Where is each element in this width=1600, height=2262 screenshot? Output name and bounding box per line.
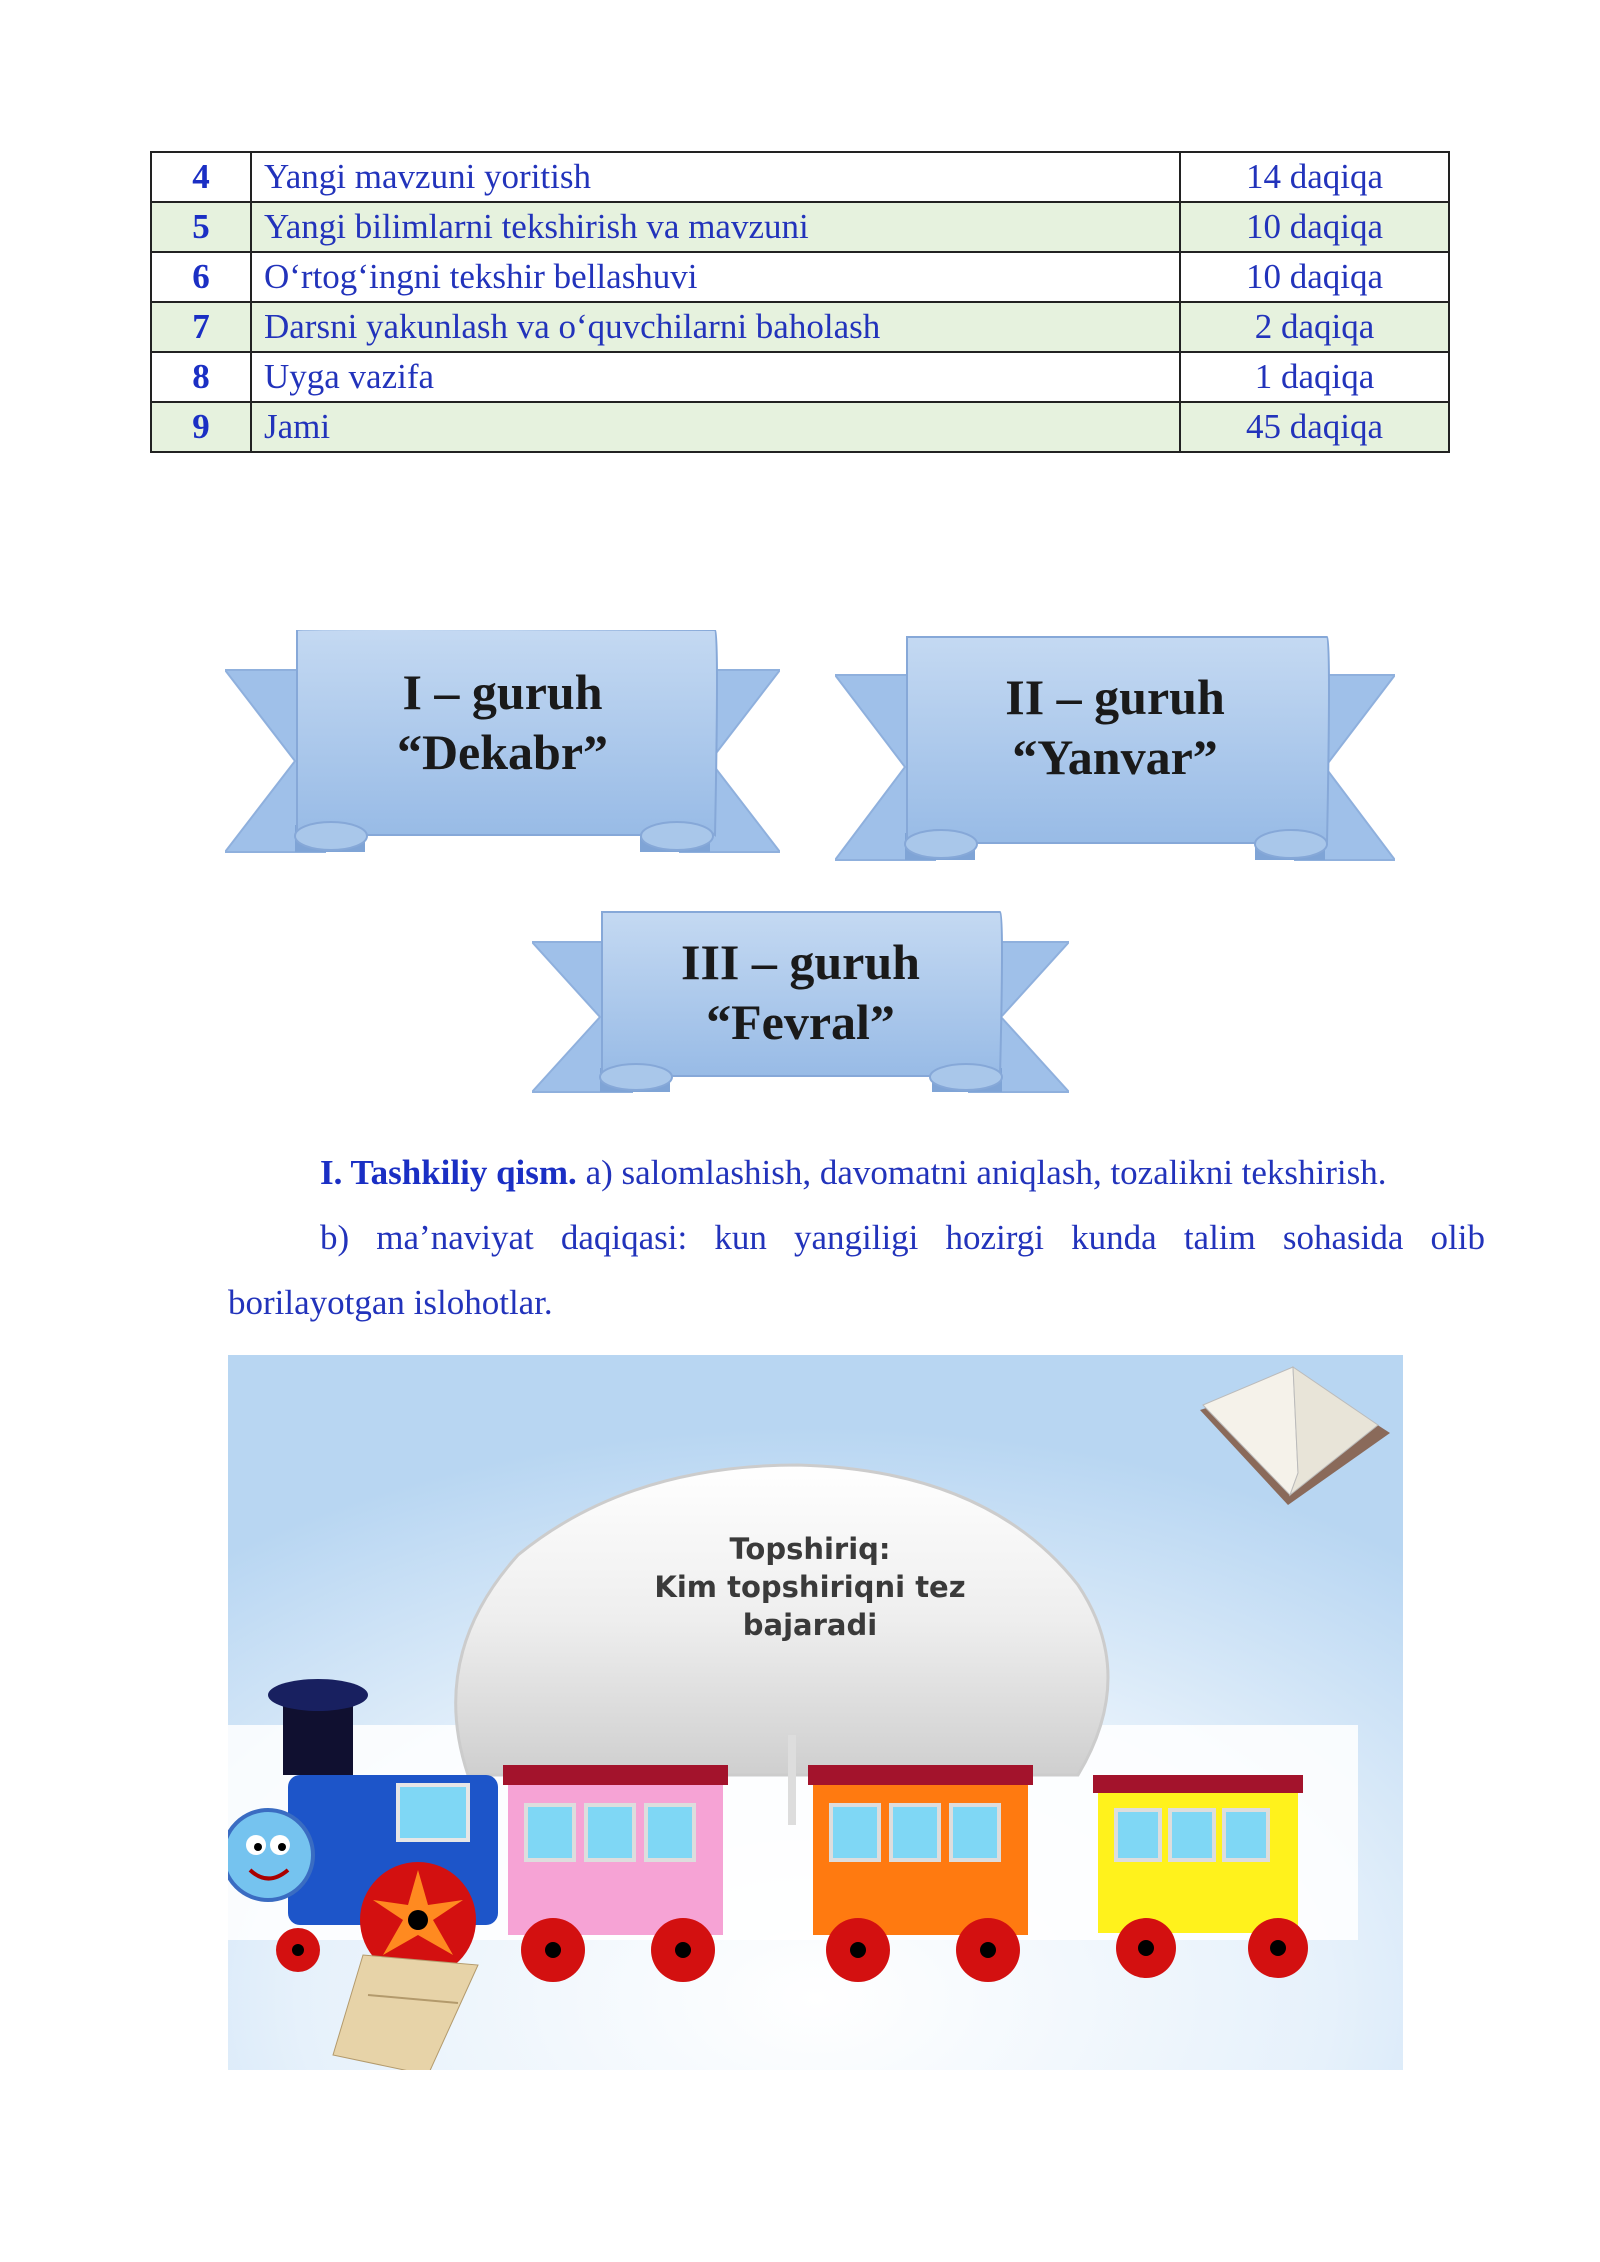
row-duration: 14 daqiqa xyxy=(1180,152,1449,202)
group-name: “Dekabr” xyxy=(396,724,609,780)
table-row xyxy=(151,202,1449,252)
group-title: III – guruh xyxy=(681,934,920,990)
row-number: 9 xyxy=(151,402,251,452)
row-title: Yangi bilimlarni tekshirish va mavzuni xyxy=(251,202,1180,252)
table-row xyxy=(151,252,1449,302)
group-ribbon-1 xyxy=(225,630,780,860)
train-illustration xyxy=(228,1355,1403,2070)
paragraph-line-b2: borilayotgan islohotlar. xyxy=(228,1283,553,1322)
task-bubble-text xyxy=(560,1530,1060,1644)
row-number: 5 xyxy=(151,202,251,252)
row-number: 4 xyxy=(151,152,251,202)
table-row xyxy=(151,302,1449,352)
group-title: II – guruh xyxy=(1005,669,1225,725)
row-duration: 10 daqiqa xyxy=(1180,252,1449,302)
row-duration: 10 daqiqa xyxy=(1180,202,1449,252)
row-title: Darsni yakunlash va o‘quvchilarni baholash xyxy=(251,302,1180,352)
paragraph-organization xyxy=(320,1140,1485,1205)
paragraph-line-b1: b) ma’naviyat daqiqasi: kun yangiligi hozirgi kunda talim sohasida olib xyxy=(320,1218,1485,1257)
table-row xyxy=(151,402,1449,452)
task-title: Topshiriq: xyxy=(729,1532,891,1566)
row-number: 8 xyxy=(151,352,251,402)
table-row xyxy=(151,152,1449,202)
row-title: Jami xyxy=(251,402,1180,452)
row-duration: 45 daqiqa xyxy=(1180,402,1449,452)
group-ribbon-3 xyxy=(532,910,1069,1095)
section-heading: I. Tashkiliy qism. xyxy=(320,1153,577,1192)
row-number: 7 xyxy=(151,302,251,352)
group-name: “Fevral” xyxy=(706,994,895,1050)
row-duration: 2 daqiqa xyxy=(1180,302,1449,352)
lesson-plan-table xyxy=(150,151,1450,453)
group-ribbon-2 xyxy=(835,635,1395,865)
row-duration: 1 daqiqa xyxy=(1180,352,1449,402)
group-title: I – guruh xyxy=(402,664,603,720)
paragraph-line-a: a) salomlashish, davomatni aniqlash, tozalikni tekshirish. xyxy=(576,1153,1387,1192)
row-title: Uyga vazifa xyxy=(251,352,1180,402)
row-number: 6 xyxy=(151,252,251,302)
row-title: O‘rtog‘ingni tekshir bellashuvi xyxy=(251,252,1180,302)
table-row xyxy=(151,352,1449,402)
train-scene xyxy=(228,1355,1403,2070)
task-line-2: Kim topshiriqni tez xyxy=(654,1570,966,1604)
task-line-3: bajaradi xyxy=(742,1608,878,1642)
group-name: “Yanvar” xyxy=(1012,729,1218,785)
row-title: Yangi mavzuni yoritish xyxy=(251,152,1180,202)
